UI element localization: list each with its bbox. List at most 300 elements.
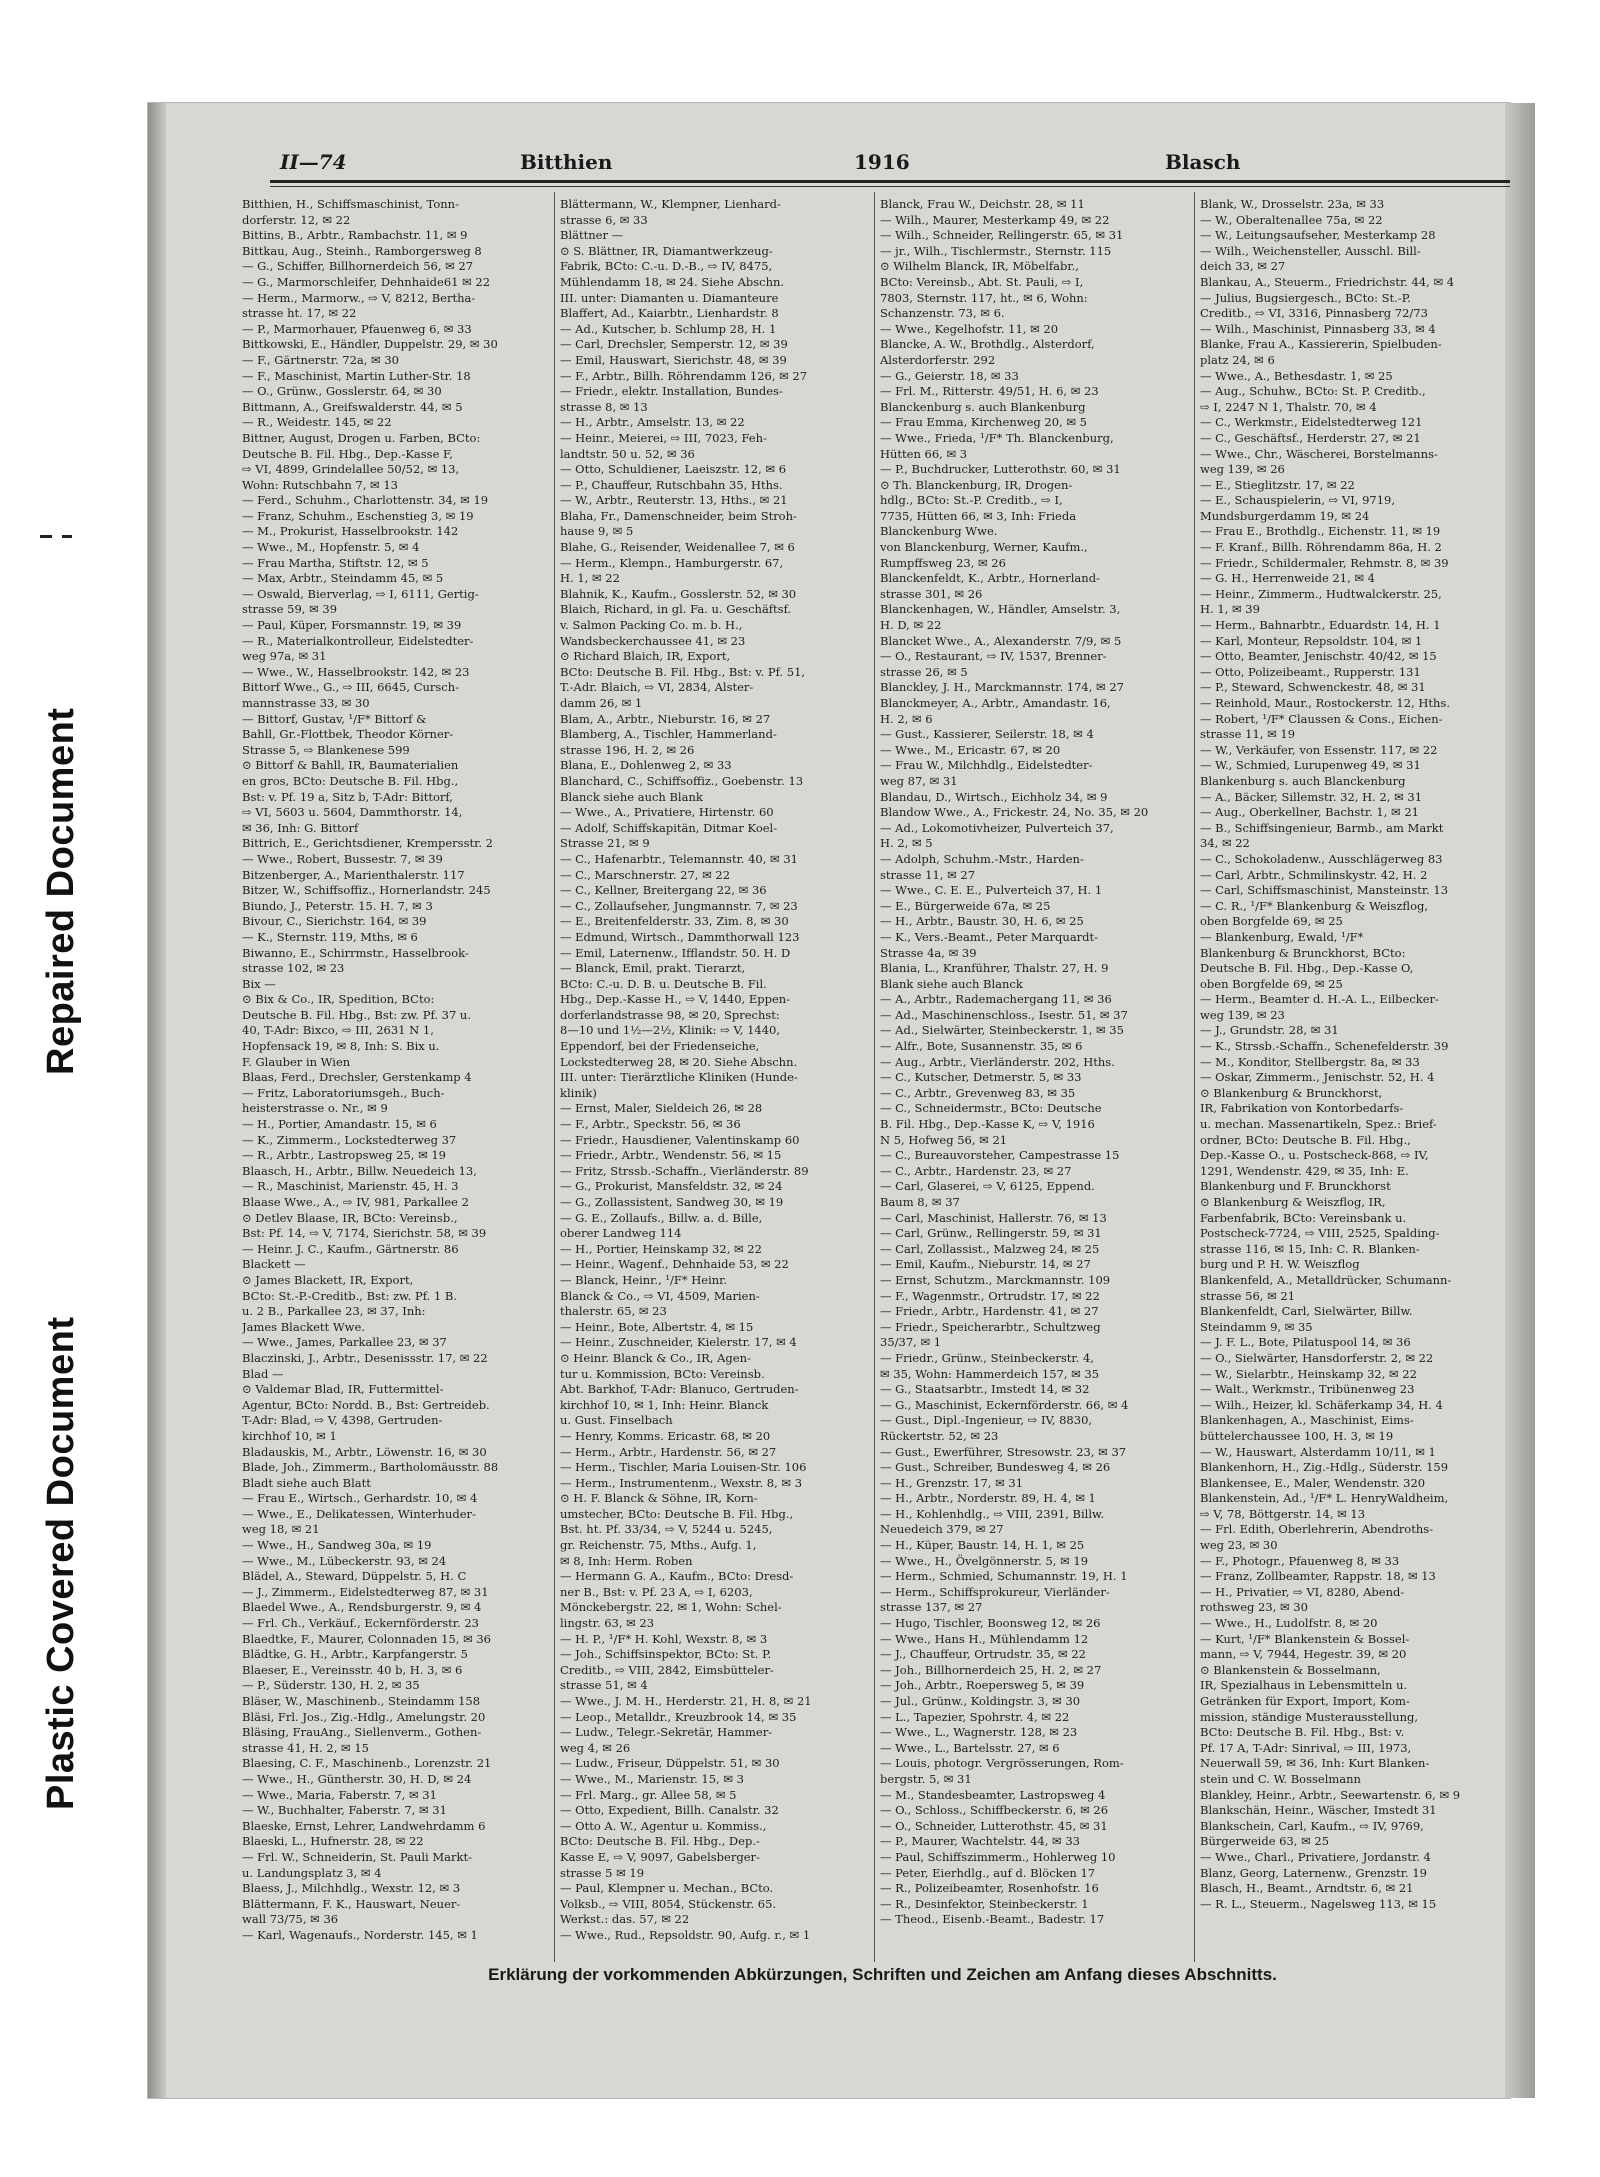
directory-entry-line: oben Borgfelde 69, ✉ 25 [1200, 914, 1343, 929]
directory-entry-line: Blaase Wwe., A., ⇨ IV, 981, Parkallee 2 [242, 1195, 469, 1209]
directory-entry-line: — Friedr., elektr. Installation, Bundes- [560, 384, 783, 399]
header-right-guide-word: Blasch [1165, 150, 1241, 174]
directory-entry-line: — P., Buchdrucker, Lutterothstr. 60, ✉ 31 [880, 462, 1121, 477]
directory-column-2 [560, 197, 840, 1957]
directory-entry-line: Lockstedterweg 28, ✉ 20. Siehe Abschn. [560, 1054, 798, 1069]
directory-entry-line: — Oswald, Bierverlag, ⇨ I, 6111, Gertig- [242, 586, 479, 601]
directory-entry-line: — Wwe., A., Privatiere, Hirtenstr. 60 [560, 805, 774, 820]
directory-entry-line: Blättermann, W., Klempner, Lienhard- [560, 197, 781, 211]
directory-entry-line: — C., Hafenarbtr., Telemannstr. 40, ✉ 31 [560, 851, 798, 866]
directory-entry-line: — K., Sternstr. 119, Mths, ✉ 6 [242, 929, 418, 944]
directory-entry-line: Alsterdorferstr. 292 [880, 352, 996, 367]
directory-entry-line: 35/37, ✉ 1 [880, 1335, 942, 1350]
directory-entry-line: — Carl, Maschinist, Hallerstr. 76, ✉ 13 [880, 1210, 1107, 1225]
directory-entry-line: BCto: C.-u. D. B. u. Deutsche B. Fil. [560, 976, 767, 991]
directory-entry-line: Neuedeich 379, ✉ 27 [880, 1522, 1004, 1537]
directory-entry-line: Bittkau, Aug., Steinh., Ramborgersweg 8 [242, 243, 482, 258]
directory-entry-line: Abt. Barkhof, T-Adr: Blanuco, Gertruden- [560, 1382, 799, 1397]
directory-entry-line: Blaich, Richard, in gl. Fa. u. Geschäftsf. [560, 602, 792, 617]
directory-entry-line: — E., Schauspielerin, ⇨ VI, 9719, [1200, 493, 1396, 508]
header-left-guide-word: Bitthien [520, 150, 613, 174]
directory-entry-line: — Ad., Lokomotivheizer, Pulverteich 37, [880, 820, 1114, 835]
directory-entry-line: — Wwe., L., Wagnerstr. 128, ✉ 23 [880, 1725, 1078, 1740]
directory-entry-line: Bittmann, A., Greifswalderstr. 44, ✉ 5 [242, 399, 463, 414]
directory-entry-line: — C., Kellner, Breitergang 22, ✉ 36 [560, 883, 767, 898]
directory-entry-line: Hütten 66, ✉ 3 [880, 446, 968, 461]
directory-entry-line: — Hugo, Tischler, Boonsweg 12, ✉ 26 [880, 1616, 1101, 1631]
directory-entry-line: Deutsche B. Fil. Hbg., Bst: zw. Pf. 37 u. [242, 1007, 471, 1022]
directory-entry-line: von Blanckenburg, Werner, Kaufm., [880, 540, 1088, 555]
directory-entry-line: 40, T-Adr: Bixco, ⇨ III, 2631 N 1, [242, 1023, 434, 1038]
directory-entry-line: strasse 196, H. 2, ✉ 26 [560, 742, 695, 757]
directory-entry-line: hause 9, ✉ 5 [560, 524, 634, 539]
directory-entry-line: Blankenhagen, A., Maschinist, Eims- [1200, 1413, 1414, 1428]
directory-entry-line: III. unter: Tierärztliche Kliniken (Hunde- [560, 1070, 798, 1085]
directory-entry-line: Deutsche B. Fil. Hbg., Dep.-Kasse F, [242, 446, 453, 461]
directory-entry-line: platz 24, ✉ 6 [1200, 352, 1275, 367]
directory-entry-line: klinik) [560, 1085, 597, 1100]
directory-entry-line: ner B., Bst: v. Pf. 23 A, ⇨ I, 6203, [560, 1584, 753, 1599]
directory-entry-line: — Wwe., Robert, Bussestr. 7, ✉ 39 [242, 851, 443, 866]
directory-entry-line: ⇨ I, 2247 N 1, Thalstr. 70, ✉ 4 [1200, 399, 1377, 414]
directory-entry-line: — P., Süderstr. 130, H. 2, ✉ 35 [242, 1678, 420, 1693]
directory-entry-line: Blahnik, K., Kaufm., Gosslerstr. 52, ✉ 30 [560, 586, 797, 601]
directory-entry-line: — W., Oberaltenallee 75a, ✉ 22 [1200, 212, 1383, 227]
directory-entry-line: BCto: Vereinsb., Abt. St. Pauli, ⇨ I, [880, 274, 1084, 289]
directory-entry-line: umstecher, BCto: Deutsche B. Fil. Hbg., [560, 1506, 794, 1521]
directory-entry-line: — Ferd., Schuhm., Charlottenstr. 34, ✉ 19 [242, 493, 489, 508]
directory-entry-line: — Wwe., J. M. H., Herderstr. 21, H. 8, ✉ 21 [560, 1694, 812, 1708]
directory-entry-line: Strasse 21, ✉ 9 [560, 836, 650, 851]
directory-entry-line: — Frau Emma, Kirchenweg 20, ✉ 5 [880, 415, 1087, 430]
directory-entry-line: Blandow Wwe., A., Frickestr. 24, No. 35, ✉ 20 [880, 805, 1149, 820]
directory-entry-line: Bitthien, H., Schiffsmaschinist, Tonn- [242, 197, 459, 211]
directory-entry-line: — K., Zimmerm., Lockstedterweg 37 [242, 1132, 457, 1147]
directory-entry-line: — Ludw., Telegr.-Sekretär, Hammer- [560, 1725, 773, 1740]
directory-entry-line: Pf. 17 A, T-Adr: Sinrival, ⇨ III, 1973, [1200, 1740, 1412, 1755]
directory-entry-line: — Wwe., A., Bethesdastr. 1, ✉ 25 [1200, 368, 1393, 383]
directory-entry-line: — Carl, Grünw., Rellingerstr. 59, ✉ 31 [880, 1226, 1102, 1241]
directory-entry-line: — Kurt, ¹/F* Blankenstein & Bossel- [1200, 1631, 1410, 1646]
directory-entry-line: — Frl. M., Ritterstr. 49/51, H. 6, ✉ 23 [880, 384, 1099, 399]
directory-entry-line: — Paul, Schiffszimmerm., Hohlerweg 10 [880, 1849, 1116, 1864]
directory-entry-line: Mönckebergstr. 22, ✉ 1, Wohn: Schel- [560, 1600, 782, 1615]
directory-entry-line: — Gust., Ewerführer, Stresowstr. 23, ✉ 37 [880, 1444, 1127, 1459]
directory-entry-line: Mühlendamm 18, ✉ 24. Siehe Abschn. [560, 274, 785, 289]
directory-entry-line: Bst: v. Pf. 19 a, Sitz b, T-Adr: Bittorf, [242, 789, 453, 804]
directory-entry-line: — Emil, Laternenw., Ifflandstr. 50. H. D [560, 945, 791, 960]
directory-entry-line: Rückertstr. 52, ✉ 23 [880, 1428, 999, 1443]
directory-entry-line: kirchhof 10, ✉ 1, Inh: Heinr. Blanck [560, 1397, 769, 1412]
directory-entry-line: Blanckley, J. H., Marckmannstr. 174, ✉ 27 [880, 680, 1124, 695]
directory-entry-line: 7803, Sternstr. 117, ht., ✉ 6, Wohn: [880, 290, 1088, 305]
directory-entry-line: — J., Zimmerm., Eidelstedterweg 87, ✉ 31 [242, 1584, 489, 1599]
directory-entry-line: Blanck, Frau W., Deichstr. 28, ✉ 11 [880, 197, 1085, 211]
directory-entry-line: — C. R., ¹/F* Blankenburg & Weiszflog, [1200, 898, 1429, 913]
directory-entry-line: — F., Wagenmstr., Ortrudstr. 17, ✉ 22 [880, 1288, 1100, 1303]
directory-entry-line: — jr., Wilh., Tischlermstr., Sternstr. 115 [880, 243, 1112, 258]
directory-entry-line: H. 2, ✉ 6 [880, 711, 933, 726]
directory-entry-line: — Herm., Beamter d. H.-A. L., Eilbecker- [1200, 992, 1439, 1007]
directory-entry-line: weg 139, ✉ 26 [1200, 462, 1285, 477]
directory-entry-line: u. 2 B., Parkallee 23, ✉ 37, Inh: [242, 1304, 426, 1319]
directory-entry-line: ⊙ Th. Blanckenburg, IR, Drogen- [880, 477, 1073, 492]
directory-entry-line: — Wwe., Chr., Wäscherei, Borstelmanns- [1200, 446, 1438, 461]
directory-entry-line: ✉ 35, Wohn: Hammerdeich 157, ✉ 35 [880, 1366, 1100, 1381]
directory-entry-line: Bahll, Gr.-Flottbek, Theodor Körner- [242, 727, 454, 742]
directory-entry-line: — Joh., Schiffsinspektor, BCto: St. P. [560, 1647, 772, 1662]
directory-entry-line: ordner, BCto: Deutsche B. Fil. Hbg., [1200, 1132, 1411, 1147]
directory-entry-line: thalerstr. 65, ✉ 23 [560, 1304, 667, 1319]
directory-entry-line: ⊙ James Blackett, IR, Export, [242, 1272, 414, 1287]
directory-entry-line: Blandau, D., Wirtsch., Eichholz 34, ✉ 9 [880, 789, 1108, 804]
directory-entry-line: — Ernst, Schutzm., Marckmannstr. 109 [880, 1272, 1111, 1287]
directory-entry-line: — C., Kutscher, Detmerstr. 5, ✉ 33 [880, 1070, 1082, 1085]
directory-entry-line: bergstr. 5, ✉ 31 [880, 1771, 972, 1786]
margin-tick-mark [40, 535, 52, 538]
directory-entry-line: ✉ 36, Inh: G. Bittorf [242, 820, 359, 835]
directory-entry-line: — R., Polizeibeamter, Rosenhofstr. 16 [880, 1881, 1099, 1896]
directory-entry-line: BCto: St.-P.-Creditb., Bst: zw. Pf. 1 B. [242, 1288, 457, 1303]
directory-entry-line: — Wwe., H., Ludolfstr. 8, ✉ 20 [1200, 1616, 1378, 1631]
directory-entry-line: Bivour, C., Sierichstr. 164, ✉ 39 [242, 914, 427, 929]
directory-entry-line: — Reinhold, Maur., Rostockerstr. 12, Hths. [1200, 696, 1450, 710]
directory-entry-line: — H., Küper, Baustr. 14, H. 1, ✉ 25 [880, 1538, 1085, 1553]
directory-entry-line: strasse 26, ✉ 5 [880, 664, 968, 679]
directory-entry-line: Blankley, Heinr., Arbtr., Seewartenstr. 6, ✉ 9 [1200, 1787, 1461, 1802]
directory-entry-line: strasse 59, ✉ 39 [242, 602, 338, 617]
directory-entry-line: — H., Arbtr., Amselstr. 13, ✉ 22 [560, 415, 745, 430]
directory-entry-line: Biundo, J., Peterstr. 15. H. 7, ✉ 3 [242, 898, 433, 913]
directory-entry-line: — Karl, Monteur, Repsoldstr. 104, ✉ 1 [1200, 633, 1423, 648]
directory-entry-line: H. 1, ✉ 39 [1200, 602, 1260, 617]
directory-entry-line: — Emil, Kaufm., Nieburstr. 14, ✉ 27 [880, 1257, 1091, 1272]
directory-entry-line: — G., Marmorschleifer, Dehnhaide61 ✉ 22 [242, 274, 491, 289]
directory-entry-line: Blahe, G., Reisender, Weidenallee 7, ✉ 6 [560, 540, 795, 555]
directory-entry-line: Bitzer, W., Schiffsoffiz., Hornerlandstr. 245 [242, 883, 491, 898]
directory-entry-line: rothsweg 23, ✉ 30 [1200, 1600, 1308, 1615]
directory-entry-line: — W., Schmied, Lurupenweg 49, ✉ 31 [1200, 758, 1421, 773]
directory-entry-line: — Bittorf, Gustav, ¹/F* Bittorf & [242, 711, 427, 726]
directory-entry-line: — G., Geierstr. 18, ✉ 33 [880, 368, 1019, 383]
directory-entry-line: Blanckenburg Wwe. [880, 524, 998, 539]
directory-entry-line: — Wwe., M., Marienstr. 15, ✉ 3 [560, 1771, 744, 1786]
directory-entry-line: Strasse 4a, ✉ 39 [880, 945, 977, 960]
directory-entry-line: Werkst.: das. 57, ✉ 22 [560, 1912, 690, 1927]
directory-entry-line: Bst. ht. Pf. 33/34, ⇨ V, 5244 u. 5245, [560, 1522, 773, 1537]
directory-entry-line: Blanck siehe auch Blank [560, 789, 703, 804]
directory-entry-line: weg 23, ✉ 30 [1200, 1538, 1278, 1553]
directory-entry-line: u. Gust. Finselbach [560, 1413, 673, 1428]
directory-entry-line: — Frl. Ch., Verkäuf., Eckernförderstr. 23 [242, 1616, 479, 1631]
directory-entry-line: — F. Kranf., Billh. Röhrendamm 86a, H. 2 [1200, 540, 1442, 555]
directory-entry-line: Bürgerweide 63, ✉ 25 [1200, 1834, 1330, 1849]
directory-entry-line: strasse 301, ✉ 26 [880, 586, 983, 601]
directory-entry-line: — F., Arbtr., Billh. Röhrendamm 126, ✉ 27 [560, 368, 808, 383]
directory-entry-line: — P., Maurer, Wachtelstr. 44, ✉ 33 [880, 1834, 1080, 1849]
directory-entry-line: — Carl, Drechsler, Semperstr. 12, ✉ 39 [560, 337, 788, 352]
directory-entry-line: Bittins, B., Arbtr., Rambachstr. 11, ✉ 9 [242, 228, 468, 243]
directory-entry-line: — Gust., Dipl.-Ingenieur, ⇨ IV, 8830, [880, 1413, 1093, 1428]
directory-entry-line: 34, ✉ 22 [1200, 836, 1250, 851]
directory-entry-line: Blaeser, E., Vereinsstr. 40 b, H. 3, ✉ 6 [242, 1662, 463, 1677]
directory-entry-line: — Wwe., M., Hopfenstr. 5, ✉ 4 [242, 540, 420, 555]
directory-entry-line: — G., Maschinist, Eckernförderstr. 66, ✉ 4 [880, 1397, 1129, 1412]
directory-entry-line: — G., Prokurist, Mansfeldstr. 32, ✉ 24 [560, 1179, 783, 1194]
directory-entry-line: — Frl. W., Schneiderin, St. Pauli Markt- [242, 1849, 472, 1864]
directory-entry-line: — Herm., Schiffsprokureur, Vierländer- [880, 1584, 1110, 1599]
directory-entry-line: Eppendorf, bei der Friedenseiche, [560, 1039, 760, 1054]
directory-entry-line: — E., Bürgerweide 67a, ✉ 25 [880, 898, 1051, 913]
directory-entry-line: ⊙ Heinr. Blanck & Co., IR, Agen- [560, 1350, 751, 1365]
directory-entry-line: Blana, E., Dohlenweg 2, ✉ 33 [560, 758, 732, 773]
directory-entry-line: — Wwe., Frieda, ¹/F* Th. Blanckenburg, [880, 430, 1114, 445]
directory-entry-line: — W., Hauswart, Alsterdamm 10/11, ✉ 1 [1200, 1444, 1436, 1459]
directory-entry-line: — O., Sielwärter, Hansdorferstr. 2, ✉ 22 [1200, 1350, 1434, 1365]
directory-entry-line: — O., Schneider, Lutterothstr. 45, ✉ 31 [880, 1818, 1108, 1833]
directory-entry-line: — Wwe., M., Lübeckerstr. 93, ✉ 24 [242, 1553, 447, 1568]
directory-entry-line: — Hermann G. A., Kaufm., BCto: Dresd- [560, 1569, 794, 1584]
directory-entry-line: — F., Photogr., Pfauenweg 8, ✉ 33 [1200, 1553, 1400, 1568]
directory-entry-line: Blanck & Co., ⇨ VI, 4509, Marien- [560, 1288, 760, 1303]
directory-entry-line: — M., Prokurist, Hasselbrookstr. 142 [242, 524, 459, 539]
directory-entry-line: Steindamm 9, ✉ 35 [1200, 1319, 1313, 1334]
directory-entry-line: — F., Maschinist, Martin Luther-Str. 18 [242, 368, 471, 383]
directory-entry-line: — H., Portier, Amandastr. 15, ✉ 6 [242, 1117, 437, 1132]
directory-entry-line: Agentur, BCto: Nordd. B., Bst: Gertreideb. [242, 1397, 490, 1412]
directory-entry-line: Blättermann, F. K., Hauswart, Neuer- [242, 1896, 461, 1911]
directory-entry-line: Blaczinski, J., Arbtr., Desenissstr. 17, ✉ 22 [242, 1350, 488, 1365]
directory-column-1 [242, 197, 522, 1957]
directory-entry-line: — Walt., Werkmstr., Tribünenweg 23 [1200, 1382, 1415, 1397]
directory-entry-line: kirchhof 10, ✉ 1 [242, 1428, 337, 1443]
directory-entry-line: — Heinr., Meierei, ⇨ III, 7023, Feh- [560, 430, 767, 445]
directory-entry-line: ⊙ Blankenstein & Bosselmann, [1200, 1662, 1381, 1677]
directory-entry-line: — Henry, Komms. Ericastr. 68, ✉ 20 [560, 1428, 771, 1443]
directory-entry-line: — G. E., Zollaufs., Billw. a. d. Bille, [560, 1210, 763, 1225]
directory-entry-line: — K., Vers.-Beamt., Peter Marquardt- [880, 929, 1099, 944]
margin-tick-mark [62, 535, 72, 538]
directory-entry-line: gr. Reichenstr. 75, Mths., Aufg. 1, [560, 1538, 757, 1553]
directory-entry-line: — Heinr., Wagenf., Dehnhaide 53, ✉ 22 [560, 1257, 789, 1272]
directory-entry-line: — Wwe., M., Ericastr. 67, ✉ 20 [880, 742, 1061, 757]
directory-entry-line: — Heinr. J. C., Kaufm., Gärtnerstr. 86 [242, 1241, 459, 1256]
directory-entry-line: Volksb., ⇨ VIII, 8054, Stückenstr. 65. [560, 1896, 777, 1911]
directory-entry-line: — G., Staatsarbtr., Imstedt 14, ✉ 32 [880, 1382, 1090, 1397]
directory-entry-line: — M., Standesbeamter, Lastropsweg 4 [880, 1787, 1106, 1802]
directory-entry-line: — W., Sielarbtr., Heinskamp 32, ✉ 22 [1200, 1366, 1417, 1381]
directory-entry-line: — Wilh., Maschinist, Pinnasberg 33, ✉ 4 [1200, 321, 1436, 336]
directory-entry-line: — Wwe., E., Delikatessen, Winterhuder- [242, 1506, 476, 1521]
directory-entry-line: Postscheck-7724, ⇨ VIII, 2525, Spalding- [1200, 1226, 1440, 1241]
directory-entry-line: oberer Landweg 114 [560, 1226, 682, 1241]
header-rule [270, 180, 1510, 183]
directory-entry-line: — G. H., Herrenweide 21, ✉ 4 [1200, 571, 1375, 586]
directory-entry-line: — P., Marmorhauer, Pfauenweg 6, ✉ 33 [242, 321, 472, 336]
directory-entry-line: dorferlandstrasse 98, ✉ 20, Sprechst: [560, 1007, 780, 1022]
directory-entry-line: damm 26, ✉ 1 [560, 696, 643, 710]
directory-entry-line: Blädtke, G. H., Arbtr., Karpfangerstr. 5 [242, 1647, 468, 1662]
directory-entry-line: strasse 8, ✉ 13 [560, 399, 648, 414]
directory-entry-line: — Adolf, Schiffskapitän, Ditmar Koel- [560, 820, 778, 835]
directory-entry-line: — Ad., Kutscher, b. Schlump 28, H. 1 [560, 321, 777, 336]
directory-entry-line: N 5, Hofweg 56, ✉ 21 [880, 1132, 1008, 1147]
directory-entry-line: — Herm., Schmied, Schumannstr. 19, H. 1 [880, 1569, 1128, 1584]
directory-entry-line: stein und C. W. Bosselmann [1200, 1771, 1361, 1786]
directory-entry-line: — Blanck, Heinr., ¹/F* Heinr. [560, 1272, 728, 1287]
directory-entry-line: — Joh., Arbtr., Roepersweg 5, ✉ 39 [880, 1678, 1085, 1693]
directory-entry-line: — Blankenburg, Ewald, ¹/F* [1200, 929, 1364, 944]
directory-entry-line: Blaha, Fr., Damenschneider, beim Stroh- [560, 508, 797, 523]
directory-entry-line: tur u. Kommission, BCto: Vereinsb. [560, 1366, 765, 1381]
directory-entry-line: — Wilh., Heizer, kl. Schäferkamp 34, H. 4 [1200, 1397, 1443, 1412]
directory-entry-line: — Gust., Kassierer, Seilerstr. 18, ✉ 4 [880, 727, 1094, 742]
directory-entry-line: — C., Schokoladenw., Ausschlägerweg 83 [1200, 851, 1443, 866]
directory-entry-line: Bittkowski, E., Händler, Duppelstr. 29, ✉ 30 [242, 337, 498, 352]
directory-entry-line: Rumpffsweg 23, ✉ 26 [880, 555, 1006, 570]
directory-entry-line: weg 87, ✉ 31 [880, 773, 958, 788]
directory-entry-line: — P., Chauffeur, Rutschbahn 35, Hths. [560, 477, 783, 492]
directory-entry-line: Fabrik, BCto: C.-u. D.-B., ⇨ IV, 8475, [560, 259, 773, 274]
directory-entry-line: — R., Maschinist, Marienstr. 45, H. 3 [242, 1179, 459, 1194]
directory-entry-line: T-Adr: Blad, ⇨ V, 4398, Gertruden- [242, 1413, 443, 1428]
directory-entry-line: Bittorf Wwe., G., ⇨ III, 6645, Cursch- [242, 680, 460, 695]
directory-entry-line: BCto: Deutsche B. Fil. Hbg., Bst: v. [1200, 1725, 1405, 1740]
directory-entry-line: Wandsbeckerchaussee 41, ✉ 23 [560, 633, 746, 648]
directory-entry-line: Bladt siehe auch Blatt [242, 1475, 371, 1490]
directory-entry-line: — Louis, photogr. Vergrösserungen, Rom- [880, 1756, 1124, 1771]
directory-entry-line: — Aug., Schuhw., BCto: St. P. Creditb., [1200, 384, 1426, 399]
directory-entry-line: strasse ht. 17, ✉ 22 [242, 306, 357, 321]
directory-entry-line: — Carl, Arbtr., Schmilinskystr. 42, H. 2 [1200, 867, 1428, 882]
directory-entry-line: — Edmund, Wirtsch., Dammthorwall 123 [560, 929, 800, 944]
directory-entry-line: — J., Chauffeur, Ortrudstr. 35, ✉ 22 [880, 1647, 1086, 1662]
directory-entry-line: — Frau E., Wirtsch., Gerhardstr. 10, ✉ 4 [242, 1491, 478, 1506]
directory-entry-line: — Heinr., Zuschneider, Kielerstr. 17, ✉ 4 [560, 1335, 797, 1350]
directory-entry-line: — Wilh., Maurer, Mesterkamp 49, ✉ 22 [880, 212, 1110, 227]
directory-entry-line: — Friedr., Hausdiener, Valentinskamp 60 [560, 1132, 800, 1147]
directory-entry-line: — Wwe., H., Sandweg 30a, ✉ 19 [242, 1538, 432, 1553]
directory-entry-line: — H., Arbtr., Baustr. 30, H. 6, ✉ 25 [880, 914, 1084, 929]
directory-entry-line: — Wwe., Maria, Faberstr. 7, ✉ 31 [242, 1787, 437, 1802]
directory-entry-line: Blanckenfeldt, K., Arbtr., Hornerland- [880, 571, 1100, 586]
directory-entry-line: — W., Buchhalter, Faberstr. 7, ✉ 31 [242, 1803, 447, 1818]
abbreviation-note: Erklärung der vorkommenden Abkürzungen, Schriften und Zeichen am Anfang dieses Abschnitts. [488, 1965, 1277, 1984]
directory-entry-line: B. Fil. Hbg., Dep.-Kasse K, ⇨ V, 1916 [880, 1117, 1095, 1132]
directory-entry-line: — A., Arbtr., Rademachergang 11, ✉ 36 [880, 992, 1112, 1007]
directory-entry-line: — Heinr., Bote, Albertstr. 4, ✉ 15 [560, 1319, 754, 1334]
directory-entry-line: Blancket Wwe., A., Alexanderstr. 7/9, ✉ 5 [880, 633, 1122, 648]
directory-entry-line: — Otto A. W., Agentur u. Kommiss., [560, 1818, 767, 1833]
directory-entry-line: — Wilh., Schneider, Rellingerstr. 65, ✉ 31 [880, 228, 1124, 243]
directory-entry-line: — Franz, Schuhm., Eschenstieg 3, ✉ 19 [242, 508, 474, 523]
directory-entry-line: Bläsing, FrauAng., Siellenverm., Gothen- [242, 1725, 482, 1740]
directory-entry-line: Deutsche B. Fil. Hbg., Dep.-Kasse O, [1200, 961, 1414, 976]
page-edge-shadow [1505, 103, 1535, 2098]
directory-entry-line: — J., Grundstr. 28, ✉ 31 [1200, 1023, 1339, 1038]
directory-entry-line: ⊙ Valdemar Blad, IR, Futtermittel- [242, 1382, 444, 1397]
directory-entry-line: — Herm., Instrumentenm., Wexstr. 8, ✉ 3 [560, 1475, 803, 1490]
directory-entry-line: — Ludw., Friseur, Düppelstr. 51, ✉ 30 [560, 1756, 780, 1771]
directory-entry-line: — R. L., Steuerm., Nagelsweg 113, ✉ 15 [1200, 1896, 1437, 1911]
directory-entry-line: — R., Arbtr., Lastropsweg 25, ✉ 19 [242, 1148, 447, 1163]
directory-entry-line: wall 73/75, ✉ 36 [242, 1912, 339, 1927]
directory-entry-line: Bläsi, Frl. Jos., Zig.-Hdlg., Amelungstr. 20 [242, 1709, 486, 1724]
directory-entry-line: Blaesing, C. F., Maschinenb., Lorenzstr. 21 [242, 1756, 492, 1771]
directory-entry-line: ⊙ Blankenburg & Brunckhorst, [1200, 1085, 1383, 1100]
directory-entry-line: — Wwe., W., Hasselbrookstr. 142, ✉ 23 [242, 664, 470, 679]
directory-entry-line: — Otto, Beamter, Jenischstr. 40/42, ✉ 15 [1200, 649, 1437, 664]
directory-entry-line: Blank, W., Drosselstr. 23a, ✉ 33 [1200, 197, 1385, 211]
directory-entry-line: v. Salmon Packing Co. m. b. H., [560, 618, 743, 633]
directory-entry-line: Blädel, A., Steward, Düppelstr. 5, H. C [242, 1569, 467, 1584]
directory-entry-line: Blankenfeldt, Carl, Sielwärter, Billw. [1200, 1304, 1413, 1319]
directory-entry-line: — Friedr., Schildermaler, Rehmstr. 8, ✉ 39 [1200, 555, 1449, 570]
directory-entry-line: Blancke, A. W., Brothdlg., Alsterdorf, [880, 337, 1095, 352]
directory-entry-line: — E., Stieglitzstr. 17, ✉ 22 [1200, 477, 1355, 492]
page-header [270, 150, 1510, 178]
directory-entry-line: — Wwe., L., Bartelsstr. 27, ✉ 6 [880, 1740, 1060, 1755]
directory-entry-line: Bittrich, E., Gerichtsdiener, Krempersstr. 2 [242, 836, 493, 851]
directory-entry-line: Hbg., Dep.-Kasse H., ⇨ V, 1440, Eppen- [560, 992, 791, 1007]
directory-entry-line: H. 2, ✉ 5 [880, 836, 933, 851]
directory-entry-line: strasse 102, ✉ 23 [242, 961, 345, 976]
directory-entry-line: — Herm., Tischler, Maria Louisen-Str. 106 [560, 1460, 807, 1475]
directory-entry-line: — Herm., Marmorw., ⇨ V, 8212, Bertha- [242, 290, 476, 305]
directory-entry-line: ⊙ Bix & Co., IR, Spedition, BCto: [242, 992, 435, 1007]
directory-entry-line: — Friedr., Speicherarbtr., Schultzweg [880, 1319, 1101, 1334]
directory-entry-line: 1291, Wendenstr. 429, ✉ 35, Inh: E. [1200, 1163, 1409, 1178]
directory-entry-line: Blanckmeyer, A., Arbtr., Amandastr. 16, [880, 696, 1111, 710]
directory-entry-line: — Julius, Bugsiergesch., BCto: St.-P. [1200, 290, 1411, 305]
directory-entry-line: — Wwe., Kegelhofstr. 11, ✉ 20 [880, 321, 1059, 336]
directory-entry-line: — Fritz, Strssb.-Schaffn., Vierländerstr. 89 [560, 1163, 809, 1178]
directory-entry-line: Blanckenburg s. auch Blankenburg [880, 399, 1086, 414]
directory-entry-line: strasse 137, ✉ 27 [880, 1600, 983, 1615]
directory-entry-line: Blanchard, C., Schiffsoffiz., Goebenstr. 13 [560, 773, 804, 788]
directory-entry-line: — E., Breitenfelderstr. 33, Zim. 8, ✉ 30 [560, 914, 789, 929]
directory-entry-line: H. 1, ✉ 22 [560, 571, 620, 586]
directory-entry-line: — H., Privatier, ⇨ VI, 8280, Abend- [1200, 1584, 1405, 1599]
directory-entry-line: landtstr. 50 u. 52, ✉ 36 [560, 446, 695, 461]
directory-entry-line: ⇨ VI, 4899, Grindelallee 50/52, ✉ 13, [242, 462, 460, 477]
directory-entry-line: T.-Adr. Blaich, ⇨ VI, 2834, Alster- [560, 680, 754, 695]
directory-entry-line: — Paul, Klempner u. Mechan., BCto. [560, 1881, 774, 1896]
directory-entry-line: — P., Steward, Schwenckestr. 48, ✉ 31 [1200, 680, 1426, 695]
directory-entry-line: — C., Arbtr., Hardenstr. 23, ✉ 27 [880, 1163, 1072, 1178]
directory-entry-line: ✉ 8, Inh: Herm. Roben [560, 1553, 693, 1568]
directory-entry-line: Bitzenberger, A., Marienthalerstr. 117 [242, 867, 465, 882]
directory-entry-line: Blankensee, E., Maler, Wendenstr. 320 [1200, 1475, 1426, 1490]
directory-entry-line: strasse 41, H. 2, ✉ 15 [242, 1740, 369, 1755]
directory-entry-line: — Herm., Arbtr., Hardenstr. 56, ✉ 27 [560, 1444, 777, 1459]
directory-entry-line: — C., Bureauvorsteher, Campestrasse 15 [880, 1148, 1120, 1163]
directory-entry-line: — C., Zollaufseher, Jungmannstr. 7, ✉ 23 [560, 898, 798, 913]
directory-entry-line: — C., Schneidermstr., BCto: Deutsche [880, 1101, 1102, 1116]
directory-entry-line: — Fritz, Laboratoriumsgeh., Buch- [242, 1085, 445, 1100]
directory-entry-line: Baum 8, ✉ 37 [880, 1195, 960, 1209]
directory-entry-line: — Wwe., Hans H., Mühlendamm 12 [880, 1631, 1089, 1646]
directory-entry-line: — C., Arbtr., Grevenweg 83, ✉ 35 [880, 1085, 1076, 1100]
directory-entry-line: Kasse E, ⇨ V, 9097, Gabelsberger- [560, 1849, 760, 1864]
directory-entry-line: — O., Restaurant, ⇨ IV, 1537, Brenner- [880, 649, 1107, 664]
directory-entry-line: Blaess, J., Milchhdlg., Wexstr. 12, ✉ 3 [242, 1881, 461, 1896]
directory-entry-line: — L., Tapezier, Spohrstr. 4, ✉ 22 [880, 1709, 1070, 1724]
directory-entry-line: Blamberg, A., Tischler, Hammerland- [560, 727, 777, 742]
directory-entry-line: — Blanck, Emil, prakt. Tierarzt, [560, 961, 746, 976]
directory-entry-line: — Peter, Eierhdlg., auf d. Blöcken 17 [880, 1865, 1096, 1880]
directory-entry-line: dorferstr. 12, ✉ 22 [242, 212, 351, 227]
